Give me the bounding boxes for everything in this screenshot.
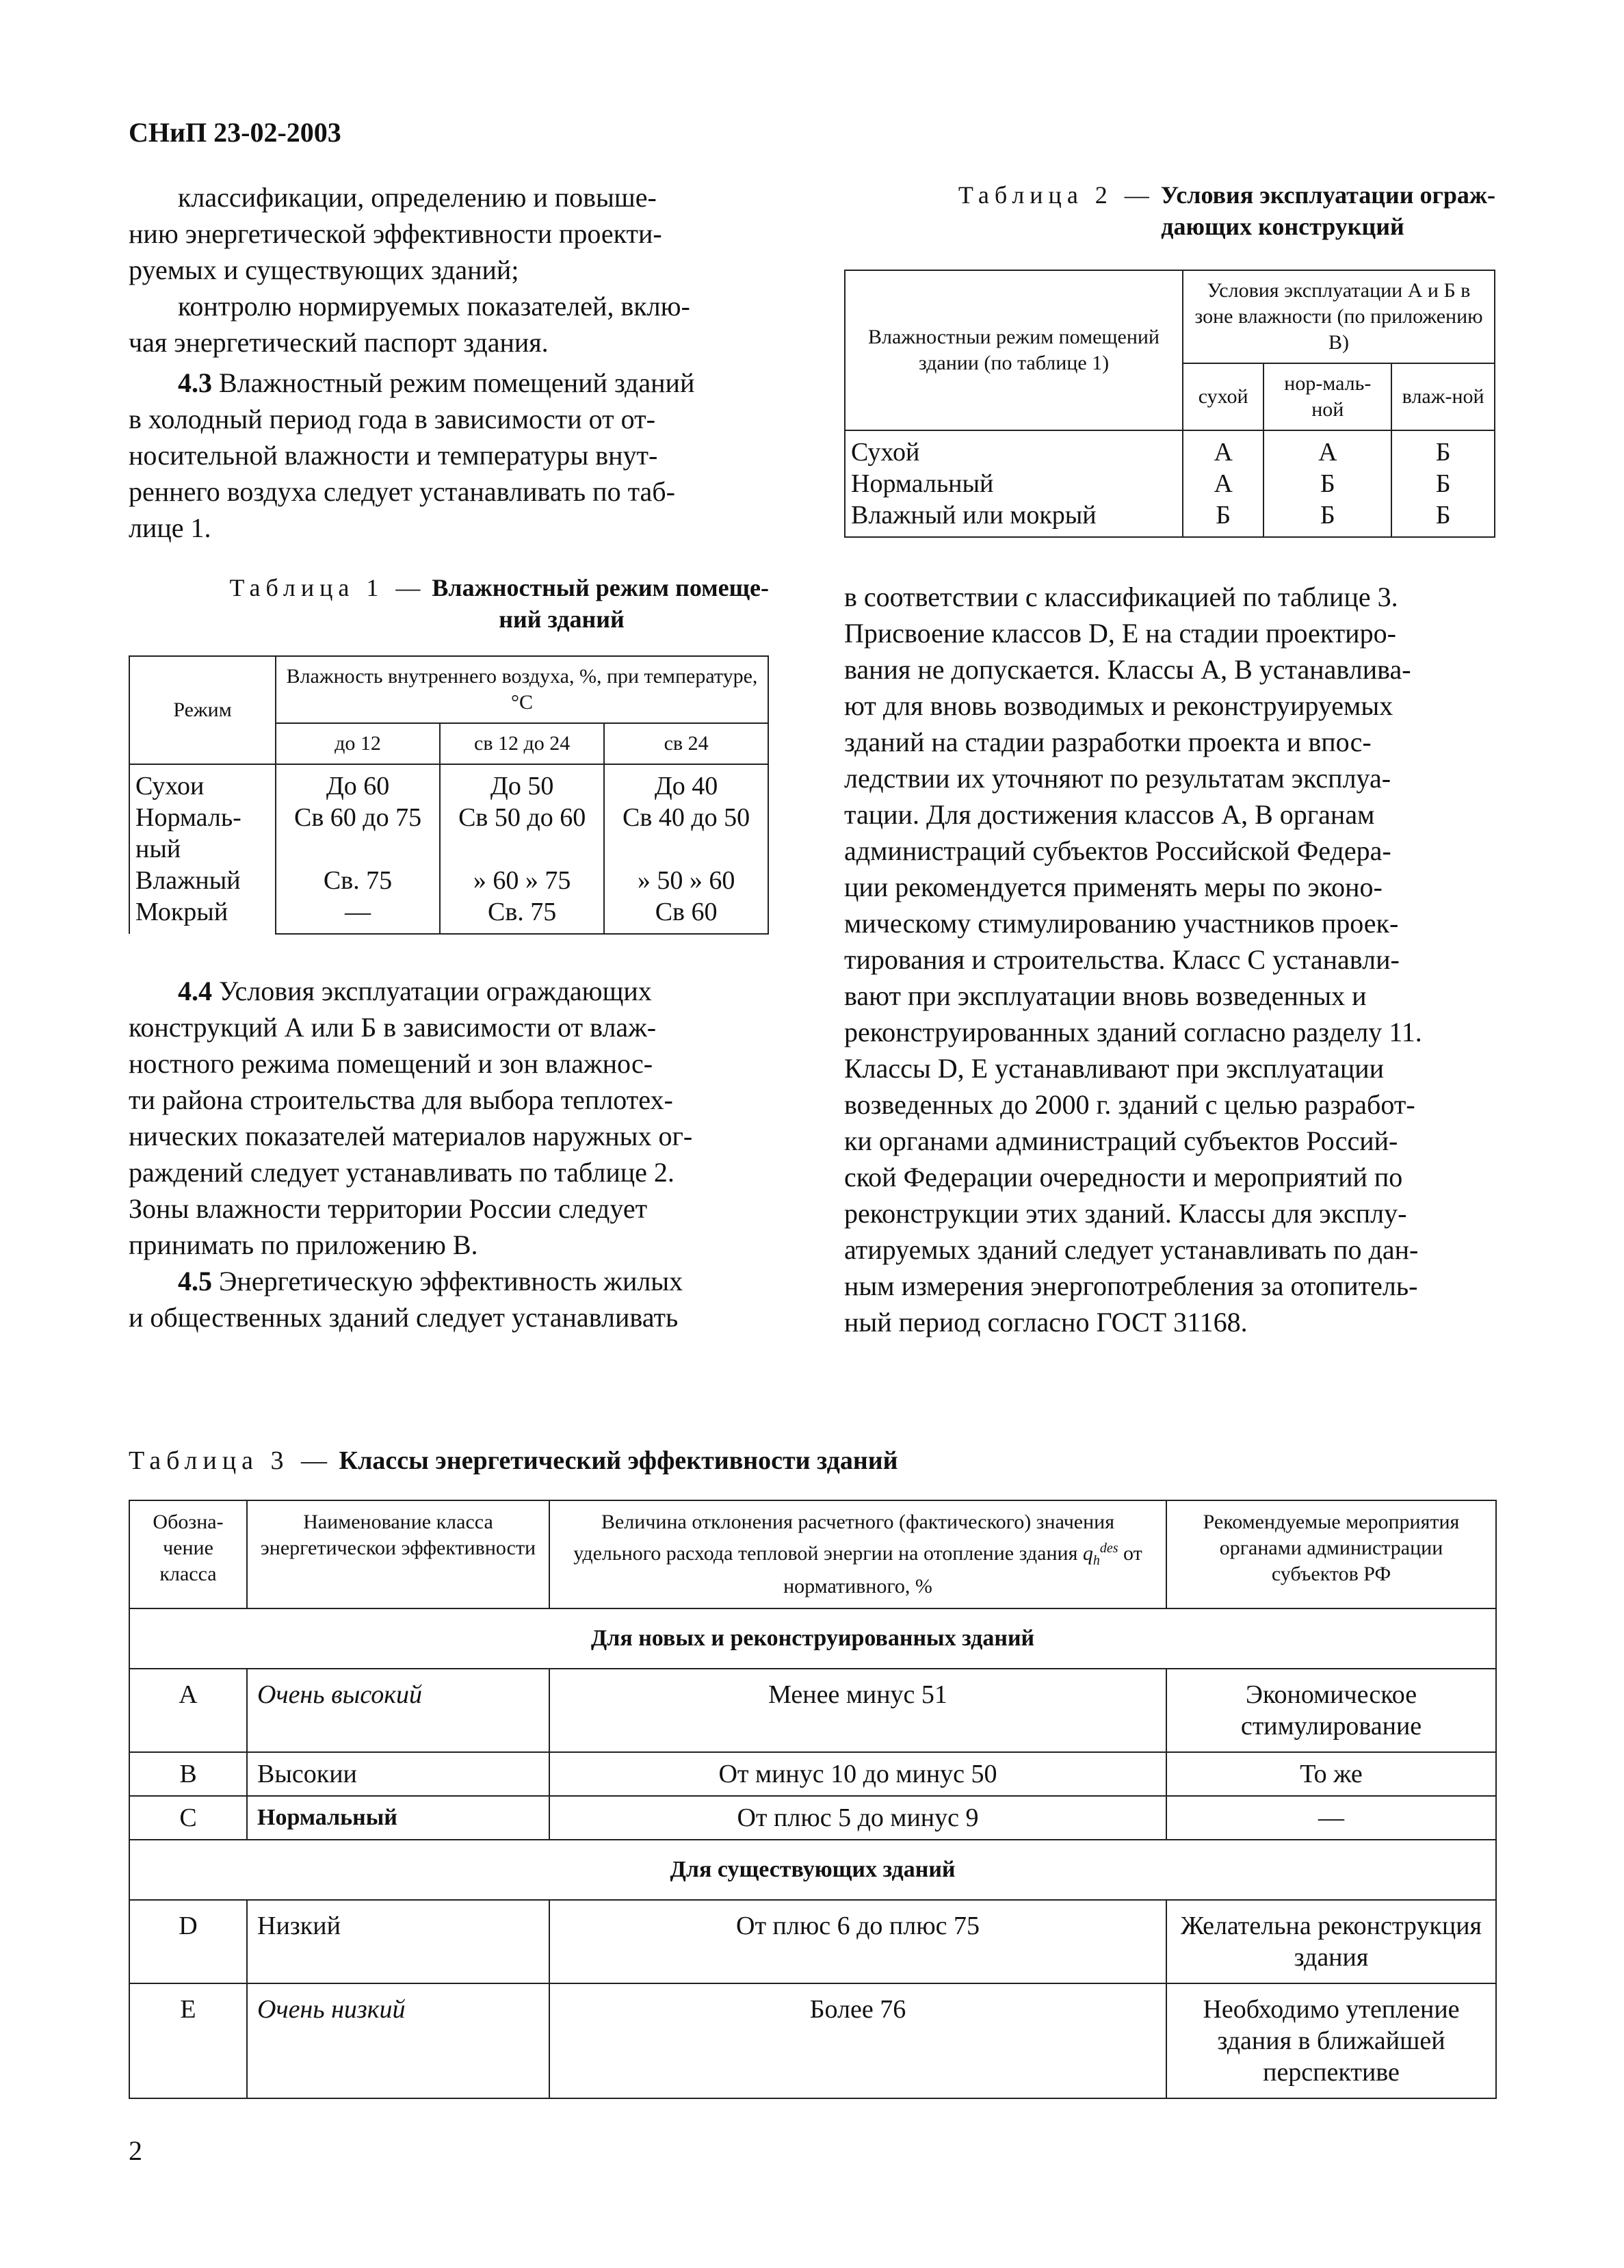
group-label: Для новых и реконструированных зданий — [129, 1608, 1496, 1669]
text-line: ледствии их уточняют по результатам эксплуа- — [844, 763, 1391, 794]
table1-caption — [129, 572, 769, 635]
text-line: мическому стимулированию участников проек- — [844, 908, 1399, 939]
section-4-3 — [129, 365, 769, 546]
text-line: контролю нормируемых показателей, вклю- — [178, 291, 690, 322]
table-row — [845, 430, 1495, 537]
table2-head-wet: влаж-ной — [1391, 363, 1495, 430]
cell-text: Нормальный — [851, 469, 994, 498]
table-row — [129, 1796, 1496, 1840]
text-span: Энергетическую эффективность жилых — [212, 1266, 683, 1296]
cell-text: Св 50 до 60 — [458, 803, 586, 832]
cell-text: Св. 75 — [323, 866, 393, 895]
text-line — [129, 1263, 769, 1299]
caption-title: Классы энергетический эффективности зданий — [332, 1446, 898, 1475]
text-line: ный период согласно ГОСТ 31168. — [844, 1307, 1248, 1338]
name-cell: Очень высокий — [247, 1669, 549, 1752]
cell-text: Влажный — [135, 866, 241, 895]
caption-title: Влажностный режим помеще- — [425, 574, 769, 601]
class-cell: Е — [129, 1983, 247, 2098]
table-row — [129, 1900, 1496, 1983]
table-row — [129, 1669, 1496, 1752]
text-line: ностного режима помещений и зон влажнос- — [129, 1048, 653, 1079]
text-line: в соответствии с классификацией по таблице 3. — [844, 582, 1398, 612]
table3-head-deviation — [549, 1500, 1166, 1608]
table2-cell — [1183, 430, 1263, 537]
section-number: 4.3 — [178, 367, 212, 398]
q-symbol: q — [1082, 1542, 1093, 1565]
text-line: атируемых зданий следует устанавливать по дан- — [844, 1234, 1419, 1265]
caption-title-2: дающих конструкций — [1161, 213, 1404, 240]
table3-head-recommendations: Рекомендуемые мероприятия органами администрации субъектов РФ — [1166, 1500, 1496, 1608]
class-cell: С — [129, 1796, 247, 1840]
cell-text: А — [1214, 438, 1233, 467]
section-4-5 — [129, 1263, 769, 1335]
text-line: руемых и существующих зданий; — [129, 255, 519, 285]
cell-text: А — [1214, 469, 1233, 498]
cell-text: — — [345, 898, 371, 926]
cell-text: Влажный или мокрый — [851, 501, 1097, 530]
table1-head-humidity: Влажность внутреннего воздуха, %, при температуре, °С — [276, 656, 768, 723]
table-row — [129, 1752, 1496, 1796]
cell-text: Сухои — [135, 772, 205, 800]
recommendation-cell: Необходимо утепление здания в ближайшей перспективе — [1166, 1983, 1496, 2098]
recommendation-cell: Желательна реконструкция здания — [1166, 1900, 1496, 1983]
intro-paragraph — [129, 179, 769, 288]
table2-head-dry: сухой — [1183, 363, 1263, 430]
table2-head-normal: нор-маль-ной — [1263, 363, 1391, 430]
table1-head-t1: до 12 — [276, 723, 440, 764]
text-line: реконструкции этих зданий. Классы для эксплу- — [844, 1198, 1407, 1229]
deviation-cell: От минус 10 до минус 50 — [549, 1752, 1166, 1796]
text-line: конструкций А или Б в зависимости от влаж- — [129, 1012, 657, 1043]
q-superscript: des — [1099, 1541, 1118, 1556]
text-line: вают при эксплуатации вновь возведенных и — [844, 980, 1367, 1011]
caption-line — [844, 179, 1495, 211]
cell-text: Мокрый — [135, 898, 228, 926]
table2-head-mode: Влажностныи режим помещений здании (по таблице 1) — [845, 270, 1183, 430]
text-line: реконструированных зданий согласно разделу 11. — [844, 1017, 1422, 1047]
section-number: 4.5 — [178, 1266, 212, 1296]
table3-group-new — [129, 1608, 1496, 1669]
text-line: тации. Для достижения классов А, В органам — [844, 799, 1375, 830]
deviation-cell: Менее минус 51 — [549, 1669, 1166, 1752]
text-line: зданий на стадии разработки проекта и впос- — [844, 727, 1372, 757]
name-cell: Очень низкий — [247, 1983, 549, 2098]
cell-text: Б — [1435, 438, 1451, 467]
caption-title: Условия эксплуатации ограж- — [1154, 181, 1495, 209]
right-column — [844, 179, 1495, 1340]
cell-text: Б — [1320, 501, 1335, 530]
table-row — [129, 764, 768, 934]
deviation-cell: От плюс 6 до плюс 75 — [549, 1900, 1166, 1983]
caption-title-2: ний зданий — [499, 605, 625, 633]
table3-caption — [129, 1445, 1497, 1476]
text-span: Условия эксплуатации ограждающих — [212, 976, 652, 1006]
table-row — [129, 1983, 1496, 2098]
cell-text: Сухой — [851, 438, 920, 467]
left-column — [129, 179, 769, 1335]
table3-head-class: Обозна-чение класса — [129, 1500, 247, 1608]
name-cell: Низкий — [247, 1900, 549, 1983]
table1-head-mode: Режим — [129, 656, 276, 764]
table-2 — [844, 270, 1495, 538]
text-line: Зоны влажности территории России следует — [129, 1193, 648, 1224]
text-line: в холодный период года в зависимости от от- — [129, 404, 655, 434]
text-line: реннего воздуха следует устанавливать по таб- — [129, 476, 675, 507]
section-number: 4.4 — [178, 976, 212, 1006]
text-line: раждений следует устанавливать по таблице 2. — [129, 1157, 675, 1188]
cell-text: Св 60 до 75 — [293, 803, 422, 832]
text-line: ти района строительства для выбора теплотех- — [129, 1084, 673, 1115]
table3-group-existing — [129, 1840, 1496, 1900]
text-line: ют для вновь возводимых и реконструируемых — [844, 690, 1393, 721]
caption-label: Таблица 2 — — [958, 181, 1155, 209]
deviation-cell: От плюс 5 до минус 9 — [549, 1796, 1166, 1840]
table2-caption — [844, 179, 1495, 242]
cell-text: А — [1318, 438, 1337, 467]
cell-text: Св. 75 — [487, 898, 557, 926]
table1-head-t3: св 24 — [604, 723, 768, 764]
class-cell: D — [129, 1900, 247, 1983]
name-cell: Высокии — [247, 1752, 549, 1796]
text-line: нических показателей материалов наружных ог- — [129, 1121, 693, 1151]
table3-section — [129, 1445, 1497, 2099]
caption-label: Таблица 3 — — [129, 1446, 333, 1475]
table2-cell — [845, 430, 1183, 537]
text-line: нию энергетической эффективности проекти- — [129, 218, 662, 249]
text-line: Присвоение классов D, Е на стадии проектиро- — [844, 618, 1396, 649]
group-label: Для существующих зданий — [129, 1840, 1496, 1900]
q-subscript: h — [1092, 1553, 1100, 1568]
text-line: возведенных до 2000 г. зданий с целью разработ- — [844, 1089, 1415, 1120]
document-header: СНиП 23-02-2003 — [129, 117, 341, 148]
table1-head-t2: св 12 до 24 — [440, 723, 604, 764]
intro-paragraph-2 — [129, 288, 769, 361]
caption-label: Таблица 1 — — [229, 574, 426, 601]
cell-text: До 40 — [654, 772, 718, 800]
table1-cell — [440, 764, 604, 934]
text-line: ской Федерации очередности и мероприятий по — [844, 1162, 1403, 1192]
cell-text: Б — [1320, 469, 1335, 498]
cell-text: Б — [1216, 501, 1231, 530]
deviation-cell: Более 76 — [549, 1983, 1166, 2098]
text-line: Классы D, Е устанавливают при эксплуатации — [844, 1053, 1385, 1084]
head-text: Величина отклонения расчетного (фактического) значения удельного расхода тепловой энергии на отопление здания — [573, 1511, 1115, 1565]
table-1 — [129, 655, 769, 935]
cell-text: » 50 » 60 — [637, 866, 735, 895]
cell-text: Б — [1435, 469, 1451, 498]
text-span: Влажностный режим помещений зданий — [212, 367, 695, 398]
table1-cell — [604, 764, 768, 934]
cell-text: Св 40 до 50 — [623, 803, 750, 832]
cell-text: Нормаль-ный — [135, 803, 241, 863]
text-line: лице 1. — [129, 512, 211, 543]
text-line: классификации, определению и повыше- — [178, 182, 657, 213]
cell-text: Св 60 — [655, 898, 718, 926]
text-line: принимать по приложению В. — [129, 1229, 478, 1260]
table2-cell — [1263, 430, 1391, 537]
text-line: носительной влажности и температуры внут- — [129, 440, 658, 471]
cell-text: До 50 — [490, 772, 554, 800]
table1-cell — [276, 764, 440, 934]
text-line: ки органами администраций субъектов Россий- — [844, 1125, 1398, 1156]
text-line: администраций субъектов Российской Федера- — [844, 835, 1391, 866]
table2-head-conditions: Условия эксплуатации А и Б в зоне влажности (по приложению В) — [1183, 270, 1495, 363]
text-line: тирования и строительства. Класс С устанавли- — [844, 944, 1400, 975]
text-line — [129, 365, 769, 401]
cell-text: Б — [1435, 501, 1451, 530]
cell-text: » 60 » 75 — [473, 866, 571, 895]
text-line: чая энергетический паспорт здания. — [129, 327, 549, 358]
class-cell: А — [129, 1669, 247, 1752]
text-line: и общественных зданий следует устанавливать — [129, 1302, 679, 1333]
class-cell: В — [129, 1752, 247, 1796]
head-text: от нормативного, % — [783, 1542, 1142, 1598]
text-line: ным измерения энергопотребления за отопитель- — [844, 1270, 1418, 1301]
page-number: 2 — [129, 2135, 142, 2166]
recommendation-cell: То же — [1166, 1752, 1496, 1796]
cell-text: До 60 — [326, 772, 390, 800]
text-line — [129, 973, 769, 1009]
caption-line — [129, 572, 769, 603]
table2-cell — [1391, 430, 1495, 537]
name-cell: Нормальный — [247, 1796, 549, 1840]
table3-head-name: Наименование класса энергетическои эффективности — [247, 1500, 549, 1608]
right-paragraph — [844, 579, 1495, 1340]
table1-cell — [129, 764, 276, 934]
recommendation-cell: — — [1166, 1796, 1496, 1840]
table-3 — [129, 1500, 1497, 2099]
text-line: ции рекомендуется применять меры по эконо- — [844, 872, 1383, 902]
section-4-4 — [129, 973, 769, 1263]
recommendation-cell: Экономическое стимулирование — [1166, 1669, 1496, 1752]
text-line: вания не допускается. Классы А, В устанавлива- — [844, 654, 1411, 685]
